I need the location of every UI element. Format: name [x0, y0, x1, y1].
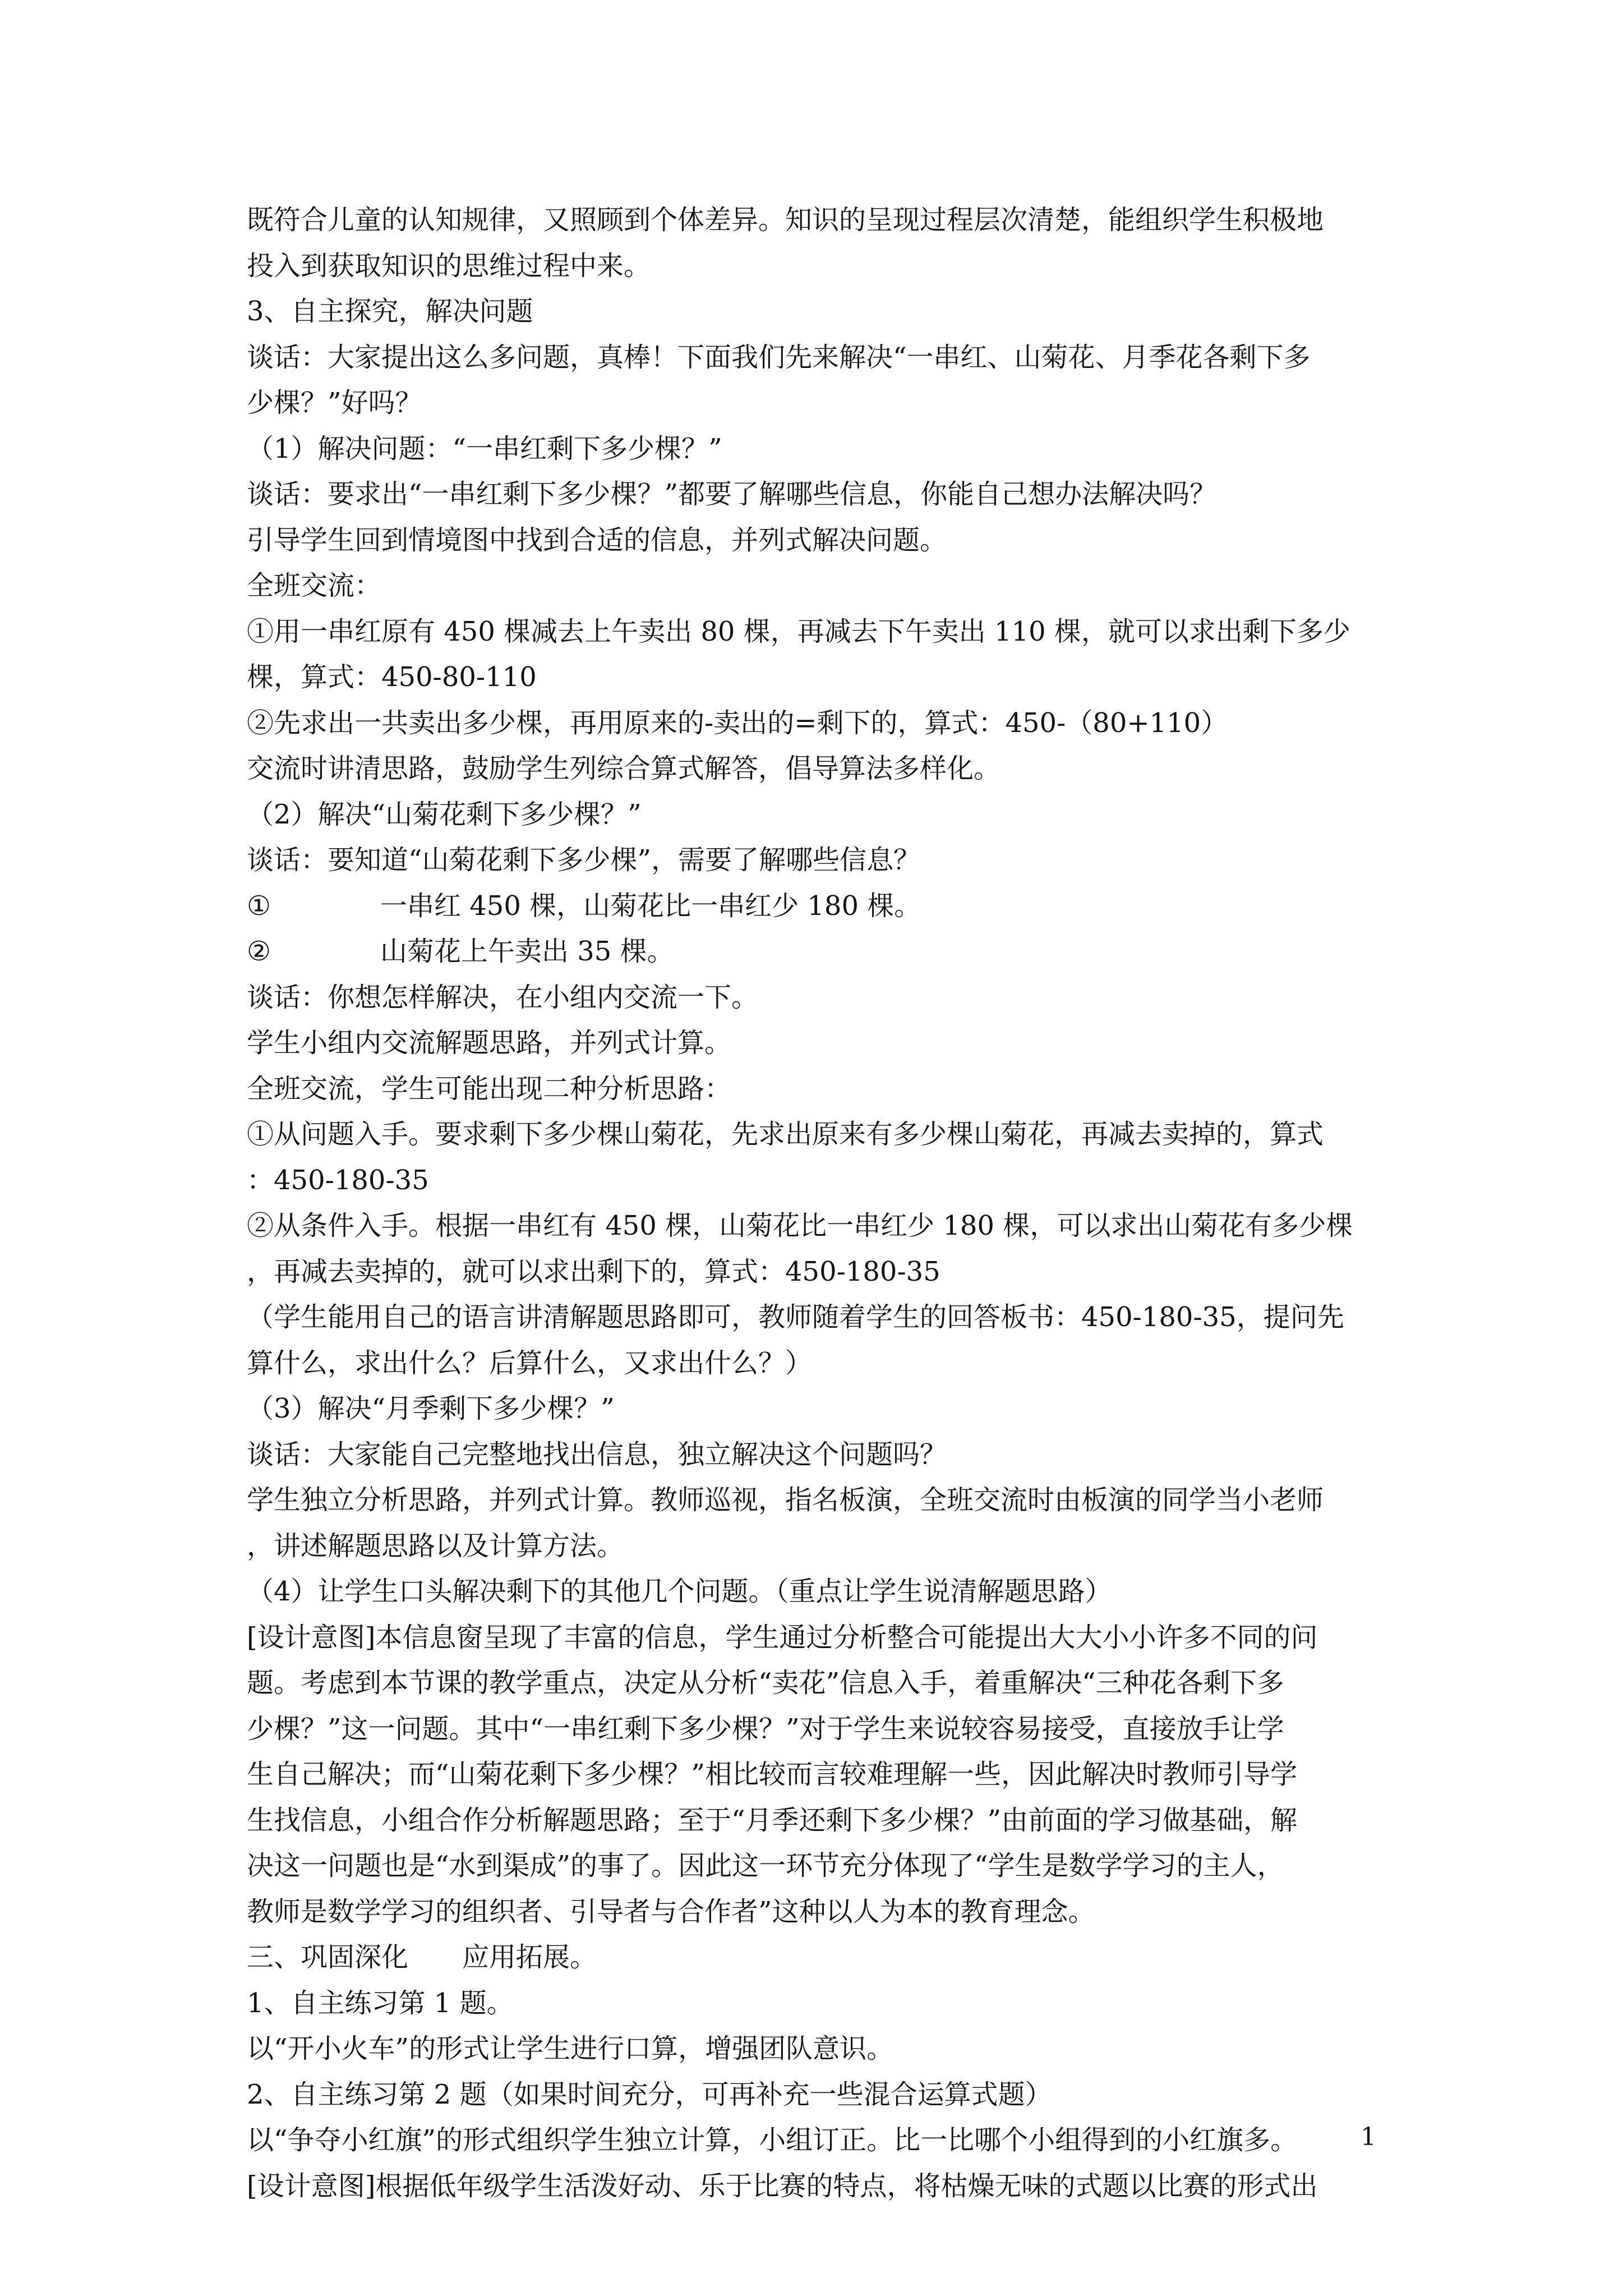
enumerated-item: [247, 929, 1396, 975]
text-line: 少棵？”好吗？: [247, 387, 422, 418]
enumerated-text: 一串红 450 棵，山菊花比一串红少 180 棵。: [380, 890, 921, 922]
text-line: 1、自主练习第 1 题。: [247, 1987, 514, 2019]
enumeration-marker: ①: [247, 890, 271, 922]
text-line: 全班交流，学生可能出现二种分析思路：: [247, 1073, 732, 1105]
text-line: ，讲述解题思路以及计算方法。: [247, 1530, 624, 1562]
text-line: 交流时讲清思路，鼓励学生列综合算式解答，倡导算法多样化。: [247, 753, 1001, 784]
enumeration-marker: ②: [247, 936, 271, 967]
text-line: 引导学生回到情境图中找到合适的信息，并列式解决问题。: [247, 524, 947, 556]
section-heading: 3、自主探究，解决问题: [247, 296, 533, 327]
text-line: 学生小组内交流解题思路，并列式计算。: [247, 1027, 732, 1059]
text-line: 生找信息，小组合作分析解题思路；至于“月季还剩下多少棵？”由前面的学习做基础，解: [247, 1804, 1298, 1836]
text-line: 教师是数学学习的组织者、引导者与合作者”这种以人为本的教育理念。: [247, 1895, 1095, 1927]
enumerated-item: [247, 884, 1396, 930]
text-line: 2、自主练习第 2 题（如果时间充分，可再补充一些混合运算式题）: [247, 2078, 1052, 2110]
text-line: 棵，算式：450-80-110: [247, 661, 537, 693]
text-line: 谈话：要求出“一串红剩下多少棵？”都要了解哪些信息，你能自己想办法解决吗？: [247, 478, 1217, 510]
text-line: 谈话：大家能自己完整地找出信息，独立解决这个问题吗？: [247, 1438, 947, 1470]
text-line: 生自己解决；而“山菊花剩下多少棵？”相比较而言较难理解一些，因此解决时教师引导学: [247, 1759, 1298, 1790]
text-line: 谈话：要知道“山菊花剩下多少棵”，需要了解哪些信息？: [247, 844, 921, 876]
subsection-heading: （4）让学生口头解决剩下的其他几个问题。（重点让学生说清解题思路）: [247, 1576, 1112, 1607]
text-line: 投入到获取知识的思维过程中来。: [247, 250, 651, 282]
text-line: ①用一串红原有 450 棵减去上午卖出 80 棵，再减去下午卖出 110 棵，就可以求出剩下多少: [247, 615, 1350, 647]
text-line: [设计意图]根据低年级学生活泼好动、乐于比赛的特点，将枯燥无味的式题以比赛的形式出: [247, 2170, 1318, 2202]
subsection-heading: （1）解决问题：“一串红剩下多少棵？”: [247, 432, 722, 464]
text-line: （学生能用自己的语言讲清解题思路即可，教师随着学生的回答板书：450-180-35，提问先: [247, 1301, 1344, 1333]
text-line: [设计意图]本信息窗呈现了丰富的信息，学生通过分析整合可能提出大大小小许多不同的问: [247, 1621, 1318, 1653]
text-line: 学生独立分析思路，并列式计算。教师巡视，指名板演，全班交流时由板演的同学当小老师: [247, 1484, 1324, 1516]
text-line: 谈话：大家提出这么多问题，真棒！下面我们先来解决“一串红、山菊花、月季花各剩下多: [247, 341, 1311, 373]
text-line: 算什么，求出什么？后算什么，又求出什么？）: [247, 1347, 813, 1379]
text-line: 谈话：你想怎样解决，在小组内交流一下。: [247, 981, 759, 1013]
text-line: ②先求出一共卖出多少棵，再用原来的-卖出的=剩下的，算式：450-（80+110）: [247, 707, 1228, 739]
text-line: ，再减去卖掉的，就可以求出剩下的，算式：450-180-35: [247, 1255, 940, 1287]
text-line: 以“争夺小红旗”的形式组织学生独立计算，小组订正。比一比哪个小组得到的小红旗多。: [247, 2124, 1298, 2156]
text-line: 以“开小火车”的形式让学生进行口算，增强团队意识。: [247, 2033, 894, 2064]
text-line: ②从条件入手。根据一串红有 450 棵，山菊花比一串红少 180 棵，可以求出山菊花有多少棵: [247, 1210, 1353, 1241]
text-line: ①从问题入手。要求剩下多少棵山菊花，先求出原来有多少棵山菊花，再减去卖掉的，算式: [247, 1119, 1324, 1150]
text-line: 全班交流：: [247, 570, 382, 601]
subsection-heading: （2）解决“山菊花剩下多少棵？”: [247, 798, 642, 830]
text-line: 决这一问题也是“水到渠成”的事了。因此这一环节充分体现了“学生是数学学习的主人，: [247, 1850, 1284, 1881]
section-heading: 三、巩固深化 应用拓展。: [247, 1941, 597, 1973]
text-line: 题。考虑到本节课的教学重点，决定从分析“卖花”信息入手，着重解决“三种花各剩下多: [247, 1667, 1284, 1699]
page-number: 1: [1361, 2123, 1376, 2151]
enumerated-text: 山菊花上午卖出 35 棵。: [380, 936, 674, 967]
body-text: [247, 197, 1396, 2209]
text-line: ：450-180-35: [247, 1164, 429, 1196]
text-line: 既符合儿童的认知规律，又照顾到个体差异。知识的呈现过程层次清楚，能组织学生积极地: [247, 204, 1324, 236]
subsection-heading: （3）解决“月季剩下多少棵？”: [247, 1393, 615, 1424]
text-line: 少棵？”这一问题。其中“一串红剩下多少棵？”对于学生来说较容易接受，直接放手让学: [247, 1713, 1284, 1745]
